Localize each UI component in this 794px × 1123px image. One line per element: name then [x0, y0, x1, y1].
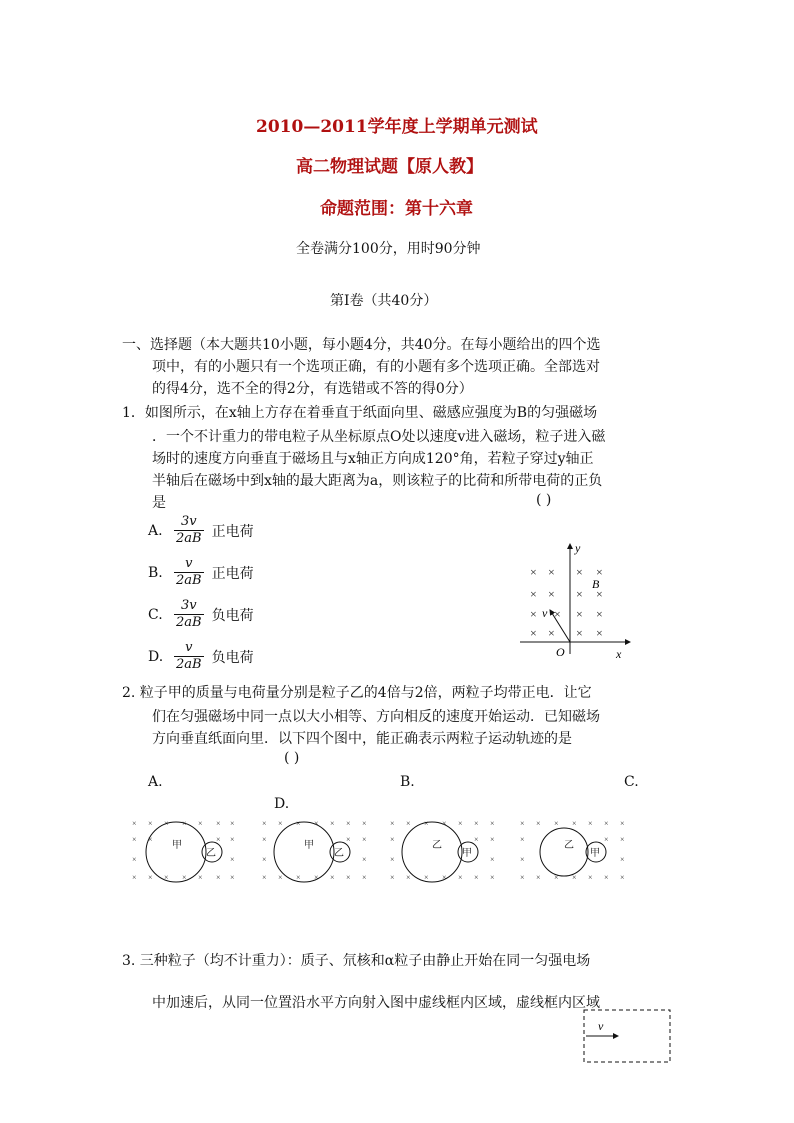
panel-d-label-jia: 甲 [590, 848, 600, 859]
q1-line3: 场时的速度方向垂直于磁场且与x轴正方向成120°角，若粒子穿过y轴正 [152, 451, 594, 467]
q1-line5: 是 [152, 495, 166, 511]
svg-text:×: × [596, 607, 603, 621]
q2-line3: 方向垂直纸面向里．以下四个图中，能正确表示两粒子运动轨迹的是 [152, 731, 572, 747]
section-heading: 第Ⅰ卷（共40分） [330, 293, 438, 309]
q1-magnetic-field-figure [514, 540, 634, 662]
svg-text:×: × [262, 855, 267, 864]
svg-text:×: × [346, 873, 351, 882]
svg-text:×: × [620, 873, 625, 882]
fraction-numerator: 3v [174, 514, 204, 531]
fraction-denominator: 2aB [176, 615, 202, 630]
q1-option-b [148, 556, 254, 589]
panel-d-label-yi: 乙 [564, 840, 574, 851]
q2-choice-c-label: C. [624, 774, 639, 790]
svg-text:×: × [148, 819, 153, 828]
svg-text:×: × [620, 835, 625, 844]
svg-text:×: × [230, 873, 235, 882]
svg-text:×: × [520, 873, 525, 882]
part1-line3: 的得4分，选不全的得2分，有选错或不答的得0分） [152, 381, 473, 397]
svg-text:×: × [198, 819, 203, 828]
exam-subtitle: 高二物理试题【原人教】 [296, 157, 483, 177]
svg-text:×: × [424, 873, 429, 882]
panel-a-label-yi: 乙 [206, 848, 216, 859]
option-text: 负电荷 [211, 607, 254, 624]
svg-text:×: × [576, 587, 583, 601]
svg-text:×: × [520, 819, 525, 828]
svg-text:×: × [278, 873, 283, 882]
svg-text:×: × [314, 819, 319, 828]
q3-line1: 3. 三种粒子（均不计重力）：质子、氘核和α粒子由静止开始在同一匀强电场 [122, 953, 591, 969]
svg-text:×: × [182, 873, 187, 882]
svg-text:×: × [576, 565, 583, 579]
svg-text:×: × [330, 819, 335, 828]
svg-text:×: × [296, 819, 301, 828]
velocity-label: v [598, 1019, 604, 1033]
q3-dashed-region [580, 1006, 674, 1066]
svg-text:×: × [474, 819, 479, 828]
svg-text:×: × [530, 587, 537, 601]
svg-text:×: × [490, 819, 495, 828]
svg-text:×: × [346, 819, 351, 828]
svg-text:×: × [390, 873, 395, 882]
q2-line1: 2. 粒子甲的质量与电荷量分别是粒子乙的4倍与2倍，两粒子均带正电．让它 [122, 685, 592, 701]
option-label: A. [148, 522, 163, 539]
panel-c-large-orbit [402, 822, 462, 882]
svg-text:×: × [262, 873, 267, 882]
fraction [174, 514, 204, 547]
x-axis-label: x [616, 647, 622, 661]
exam-title: 2010—2011学年度上学期单元测试 [256, 117, 538, 137]
svg-text:×: × [362, 819, 367, 828]
svg-text:×: × [572, 873, 577, 882]
svg-text:×: × [230, 835, 235, 844]
panel-a-label-jia: 甲 [172, 840, 182, 851]
svg-text:×: × [148, 835, 153, 844]
q1-line1: 1．如图所示，在x轴上方存在着垂直于纸面向里、磁感应强度为B的匀强磁场 [122, 405, 598, 421]
svg-text:×: × [390, 855, 395, 864]
svg-text:×: × [554, 607, 561, 621]
q2-line2: 们在匀强磁场中同一点以大小相等、方向相反的速度开始运动．已知磁场 [152, 709, 600, 725]
svg-text:×: × [490, 855, 495, 864]
svg-text:×: × [390, 819, 395, 828]
option-text: 负电荷 [211, 649, 254, 666]
svg-text:×: × [530, 626, 537, 640]
svg-text:×: × [548, 565, 555, 579]
svg-text:×: × [604, 819, 609, 828]
fraction-denominator: 2aB [176, 573, 202, 588]
svg-text:×: × [262, 835, 267, 844]
option-text: 正电荷 [211, 565, 254, 582]
q1-line2: ．一个不计重力的带电粒子从坐标原点O处以速度v进入磁场，粒子进入磁 [152, 429, 606, 445]
svg-text:×: × [362, 873, 367, 882]
svg-text:×: × [164, 819, 169, 828]
q1-line4: 半轴后在磁场中到x轴的最大距离为a，则该粒子的比荷和所带电荷的正负 [152, 473, 603, 489]
svg-text:×: × [148, 873, 153, 882]
svg-text:×: × [588, 819, 593, 828]
q1-option-c [148, 598, 254, 631]
svg-text:×: × [604, 873, 609, 882]
origin-label: O [556, 645, 565, 659]
svg-text:×: × [262, 819, 267, 828]
q2-choice-a-label: A. [148, 774, 163, 790]
svg-text:×: × [164, 873, 169, 882]
fraction [174, 598, 204, 631]
svg-text:×: × [596, 587, 603, 601]
svg-text:×: × [390, 835, 395, 844]
option-text: 正电荷 [211, 523, 254, 540]
q2-answer-bracket: ( ) [284, 750, 300, 766]
q3-line2: 中加速后，从同一位置沿水平方向射入图中虚线框内区域，虚线框内区域 [152, 995, 600, 1011]
option-label: B. [148, 564, 163, 581]
svg-text:×: × [620, 855, 625, 864]
option-label: C. [148, 606, 163, 623]
panel-b-label-jia: 甲 [304, 840, 314, 851]
svg-text:×: × [362, 835, 367, 844]
svg-text:×: × [548, 626, 555, 640]
q2-choice-b-label: B. [400, 774, 415, 790]
svg-text:×: × [474, 873, 479, 882]
svg-text:×: × [424, 819, 429, 828]
q1-option-d [148, 640, 254, 673]
panel-b-label-yi: 乙 [334, 848, 344, 859]
svg-text:×: × [490, 873, 495, 882]
exam-info: 全卷满分100分，用时90分钟 [296, 241, 481, 257]
panel-c-label-jia: 甲 [462, 848, 472, 859]
svg-text:×: × [278, 819, 283, 828]
svg-text:×: × [530, 607, 537, 621]
svg-text:×: × [620, 819, 625, 828]
svg-text:×: × [576, 626, 583, 640]
q1-answer-bracket: ( ) [536, 492, 552, 508]
q1-option-a [148, 514, 254, 547]
svg-text:×: × [230, 819, 235, 828]
fraction [174, 556, 204, 589]
svg-text:×: × [346, 835, 351, 844]
svg-text:×: × [132, 855, 137, 864]
svg-text:×: × [442, 819, 447, 828]
svg-text:×: × [182, 819, 187, 828]
svg-text:×: × [132, 873, 137, 882]
svg-text:×: × [490, 835, 495, 844]
svg-text:×: × [596, 626, 603, 640]
svg-text:×: × [296, 873, 301, 882]
fraction-numerator: v [174, 556, 204, 573]
fraction-denominator: 2aB [176, 531, 202, 546]
svg-text:×: × [406, 819, 411, 828]
exam-scope: 命题范围：第十六章 [320, 199, 473, 219]
svg-text:×: × [442, 873, 447, 882]
velocity-label: v [542, 606, 548, 620]
panel-a-large-orbit [146, 822, 206, 882]
svg-text:×: × [530, 565, 537, 579]
svg-text:×: × [554, 873, 559, 882]
svg-text:×: × [536, 873, 541, 882]
svg-text:×: × [132, 835, 137, 844]
svg-text:×: × [572, 819, 577, 828]
option-label: D. [148, 648, 164, 665]
svg-text:×: × [576, 607, 583, 621]
svg-text:×: × [216, 819, 221, 828]
svg-text:×: × [314, 873, 319, 882]
svg-text:×: × [216, 873, 221, 882]
part1-line2: 项中，有的小题只有一个选项正确，有的小题有多个选项正确。全部选对 [152, 359, 600, 375]
fraction-numerator: 3v [174, 598, 204, 615]
svg-text:×: × [520, 855, 525, 864]
svg-text:×: × [458, 819, 463, 828]
field-b-label: B [592, 577, 600, 591]
svg-text:×: × [330, 873, 335, 882]
svg-text:×: × [230, 855, 235, 864]
svg-text:×: × [536, 819, 541, 828]
svg-text:×: × [588, 873, 593, 882]
svg-text:×: × [520, 835, 525, 844]
fraction [174, 640, 204, 673]
panel-d-large-orbit [540, 828, 588, 876]
svg-text:×: × [604, 835, 609, 844]
q2-choice-d-label: D. [274, 796, 290, 812]
svg-text:×: × [216, 835, 221, 844]
svg-text:×: × [554, 819, 559, 828]
svg-text:×: × [198, 873, 203, 882]
y-axis-label: y [575, 541, 581, 555]
svg-text:×: × [406, 873, 411, 882]
q2-trajectory-diagrams [124, 812, 634, 888]
svg-text:×: × [474, 835, 479, 844]
svg-text:×: × [596, 565, 603, 579]
svg-text:×: × [132, 819, 137, 828]
fraction-numerator: v [174, 640, 204, 657]
fraction-denominator: 2aB [176, 657, 202, 672]
svg-text:×: × [458, 873, 463, 882]
svg-text:×: × [362, 855, 367, 864]
svg-text:×: × [548, 587, 555, 601]
panel-c-label-yi: 乙 [432, 840, 442, 851]
part1-line1: 一、选择题（本大题共10小题，每小题4分，共40分。在每小题给出的四个选 [122, 337, 601, 353]
panel-b-large-orbit [274, 822, 334, 882]
